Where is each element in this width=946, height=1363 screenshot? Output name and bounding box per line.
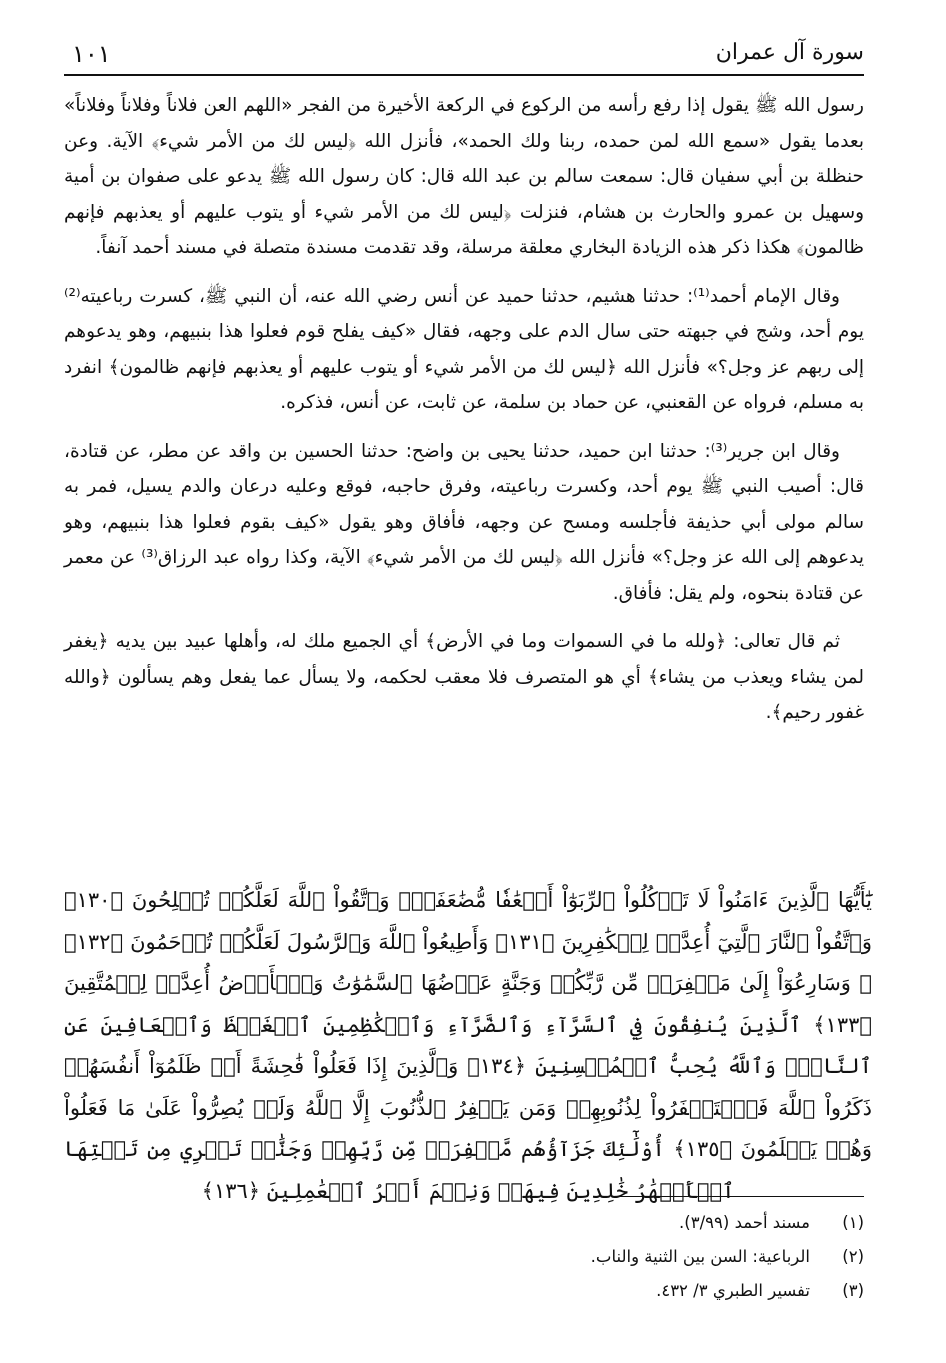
paragraph-ahmad-narration: وقال الإمام أحمد⁽¹⁾: حدثنا هشيم، حدثنا حميد عن أنس رضي الله عنه، أن النبي ﷺ، كسرت رباعيته⁽²⁾ يوم أحد، وشج في جبهته حتى سال الدم على وجهه، فقال «كيف يفلح قوم فعلوا هذا بنبيهم، وهو يدعوهم إلى ربهم عز وجل؟» فأنزل الله ﴿ليس لك من الأمر شيء أو يتوب عليهم أو يعذبهم فإنهم ظالمون﴾ انفرد به مسلم، فرواه عن القعنبي، عن حماد بن سلمة، عن ثابت، عن أنس، فذكره. xyxy=(64,285,864,413)
footnote-separator xyxy=(614,1196,864,1197)
page-header xyxy=(64,38,864,76)
commentary-text xyxy=(64,88,864,744)
footnote-text: تفسير الطبري ٣/ ٤٣٢. xyxy=(656,1281,810,1300)
footnote-number: (٣) xyxy=(842,1281,864,1300)
footnote-number: (٢) xyxy=(842,1247,864,1266)
footnote-3 xyxy=(200,1274,864,1308)
surah-title: سورة آل عمران xyxy=(715,40,864,65)
paragraph-bukhari-narration: رسول الله ﷺ يقول إذا رفع رأسه من الركوع في الركعة الأخيرة من الفجر «اللهم العن فلاناً وفلاناً وفلاناً» بعدما يقول «سمع الله لمن حمده، ربنا ولك الحمد»، فأنزل الله ﴿ليس لك من الأمر شيء﴾ الآية. وعن حنظلة بن أبي سفيان قال: سمعت سالم بن عبد الله قال: كان رسول الله ﷺ يدعو على صفوان بن أمية وسهيل بن عمرو والحارث بن هشام، فنزلت ﴿ليس لك من الأمر شيء أو يتوب عليهم أو يعذبهم فإنهم ظالمون﴾ هكذا ذكر هذه الزيادة البخاري معلقة مرسلة، وقد تقدمت مسندة متصلة في مسند أحمد آنفاً. xyxy=(64,95,864,258)
quran-verses: يَٰٓأَيُّهَا ٱلَّذِينَ ءَامَنُواْ لَا تَأۡكُلُواْ ٱلرِّبَوٰٓاْ أَضۡعَٰفٗا مُّضَٰعَفَةٗۖ وَٱتَّقُواْ ٱللَّهَ لَعَلَّكُمۡ تُفۡلِحُونَ ﴿١٣٠﴾ وَٱتَّقُواْ ٱلنَّارَ ٱلَّتِيٓ أُعِدَّتۡ لِلۡكَٰفِرِينَ ﴿١٣١﴾ وَأَطِيعُواْ ٱللَّهَ وَٱلرَّسُولَ لَعَلَّكُمۡ تُرۡحَمُونَ ﴿١٣٢﴾ ۞ وَسَارِعُوٓاْ إِلَىٰ مَغۡفِرَةٖ مِّن رَّبِّكُمۡ وَجَنَّةٍ عَرۡضُهَا ٱلسَّمَٰوَٰتُ وَٱلۡأَرۡضُ أُعِدَّتۡ لِلۡمُتَّقِينَ ﴿١٣٣﴾ ٱلَّذِينَ يُنفِقُونَ فِي ٱلسَّرَّآءِ وَٱلضَّرَّآءِ وَٱلۡكَٰظِمِينَ ٱلۡغَيۡظَ وَٱلۡعَافِينَ عَنِ ٱلنَّاسِۗ وَٱللَّهُ يُحِبُّ ٱلۡمُحۡسِنِينَ ﴿١٣٤﴾ وَٱلَّذِينَ إِذَا فَعَلُواْ فَٰحِشَةً أَوۡ ظَلَمُوٓاْ أَنفُسَهُمۡ ذَكَرُواْ ٱللَّهَ فَٱسۡتَغۡفَرُواْ لِذُنُوبِهِمۡ وَمَن يَغۡفِرُ ٱلذُّنُوبَ إِلَّا ٱللَّهُ وَلَمۡ يُصِرُّواْ عَلَىٰ مَا فَعَلُواْ وَهُمۡ يَعۡلَمُونَ ﴿١٣٥﴾ أُوْلَٰٓئِكَ جَزَآؤُهُم مَّغۡفِرَةٞ مِّن رَّبِّهِمۡ وَجَنَّٰتٞ تَجۡرِي مِن تَحۡتِهَا ٱلۡأَنۡهَٰرُ خَٰلِدِينَ فِيهَاۚ وَنِعۡمَ أَجۡرُ ٱلۡعَٰمِلِينَ ﴿١٣٦﴾ xyxy=(64,888,872,1203)
page-number: ١٠١ xyxy=(72,40,111,68)
footnote-1 xyxy=(200,1206,864,1240)
footnote-2 xyxy=(200,1240,864,1274)
footnote-text: الرباعية: السن بين الثنية والناب. xyxy=(590,1247,810,1266)
footnote-text: مسند أحمد (٣/٩٩). xyxy=(679,1213,810,1232)
footnote-number: (١) xyxy=(842,1213,864,1232)
paragraph-verse-commentary: ثم قال تعالى: ﴿ولله ما في السموات وما في الأرض﴾ أي الجميع ملك له، وأهلها عبيد بين يديه ﴿يغفر لمن يشاء ويعذب من يشاء﴾ أي هو المتصرف فلا معقب لحكمه، ولا يسأل عما يفعل وهم يسألون ﴿والله غفور رحيم﴾. xyxy=(64,631,864,723)
footnotes xyxy=(200,1206,864,1308)
paragraph-ibn-jarir-narration: وقال ابن جرير⁽³⁾: حدثنا ابن حميد، حدثنا يحيى بن واضح: حدثنا الحسين بن واقد عن مطر، عن قتادة، قال: أصيب النبي ﷺ يوم أحد، وكسرت رباعيته، وفرق حاجبه، فوقع وعليه درعان والدم يسيل، فمر به سالم مولى أبي حذيفة فأجلسه ومسح عن وجهه، فأفاق وهو يقول «كيف بقوم فعلوا هذا بنبيهم، وهو يدعوهم إلى الله عز وجل؟» فأنزل الله ﴿ليس لك من الأمر شيء﴾ الآية، وكذا رواه عبد الرزاق⁽³⁾ عن معمر عن قتادة بنحوه، ولم يقل: فأفاق. xyxy=(64,440,864,604)
